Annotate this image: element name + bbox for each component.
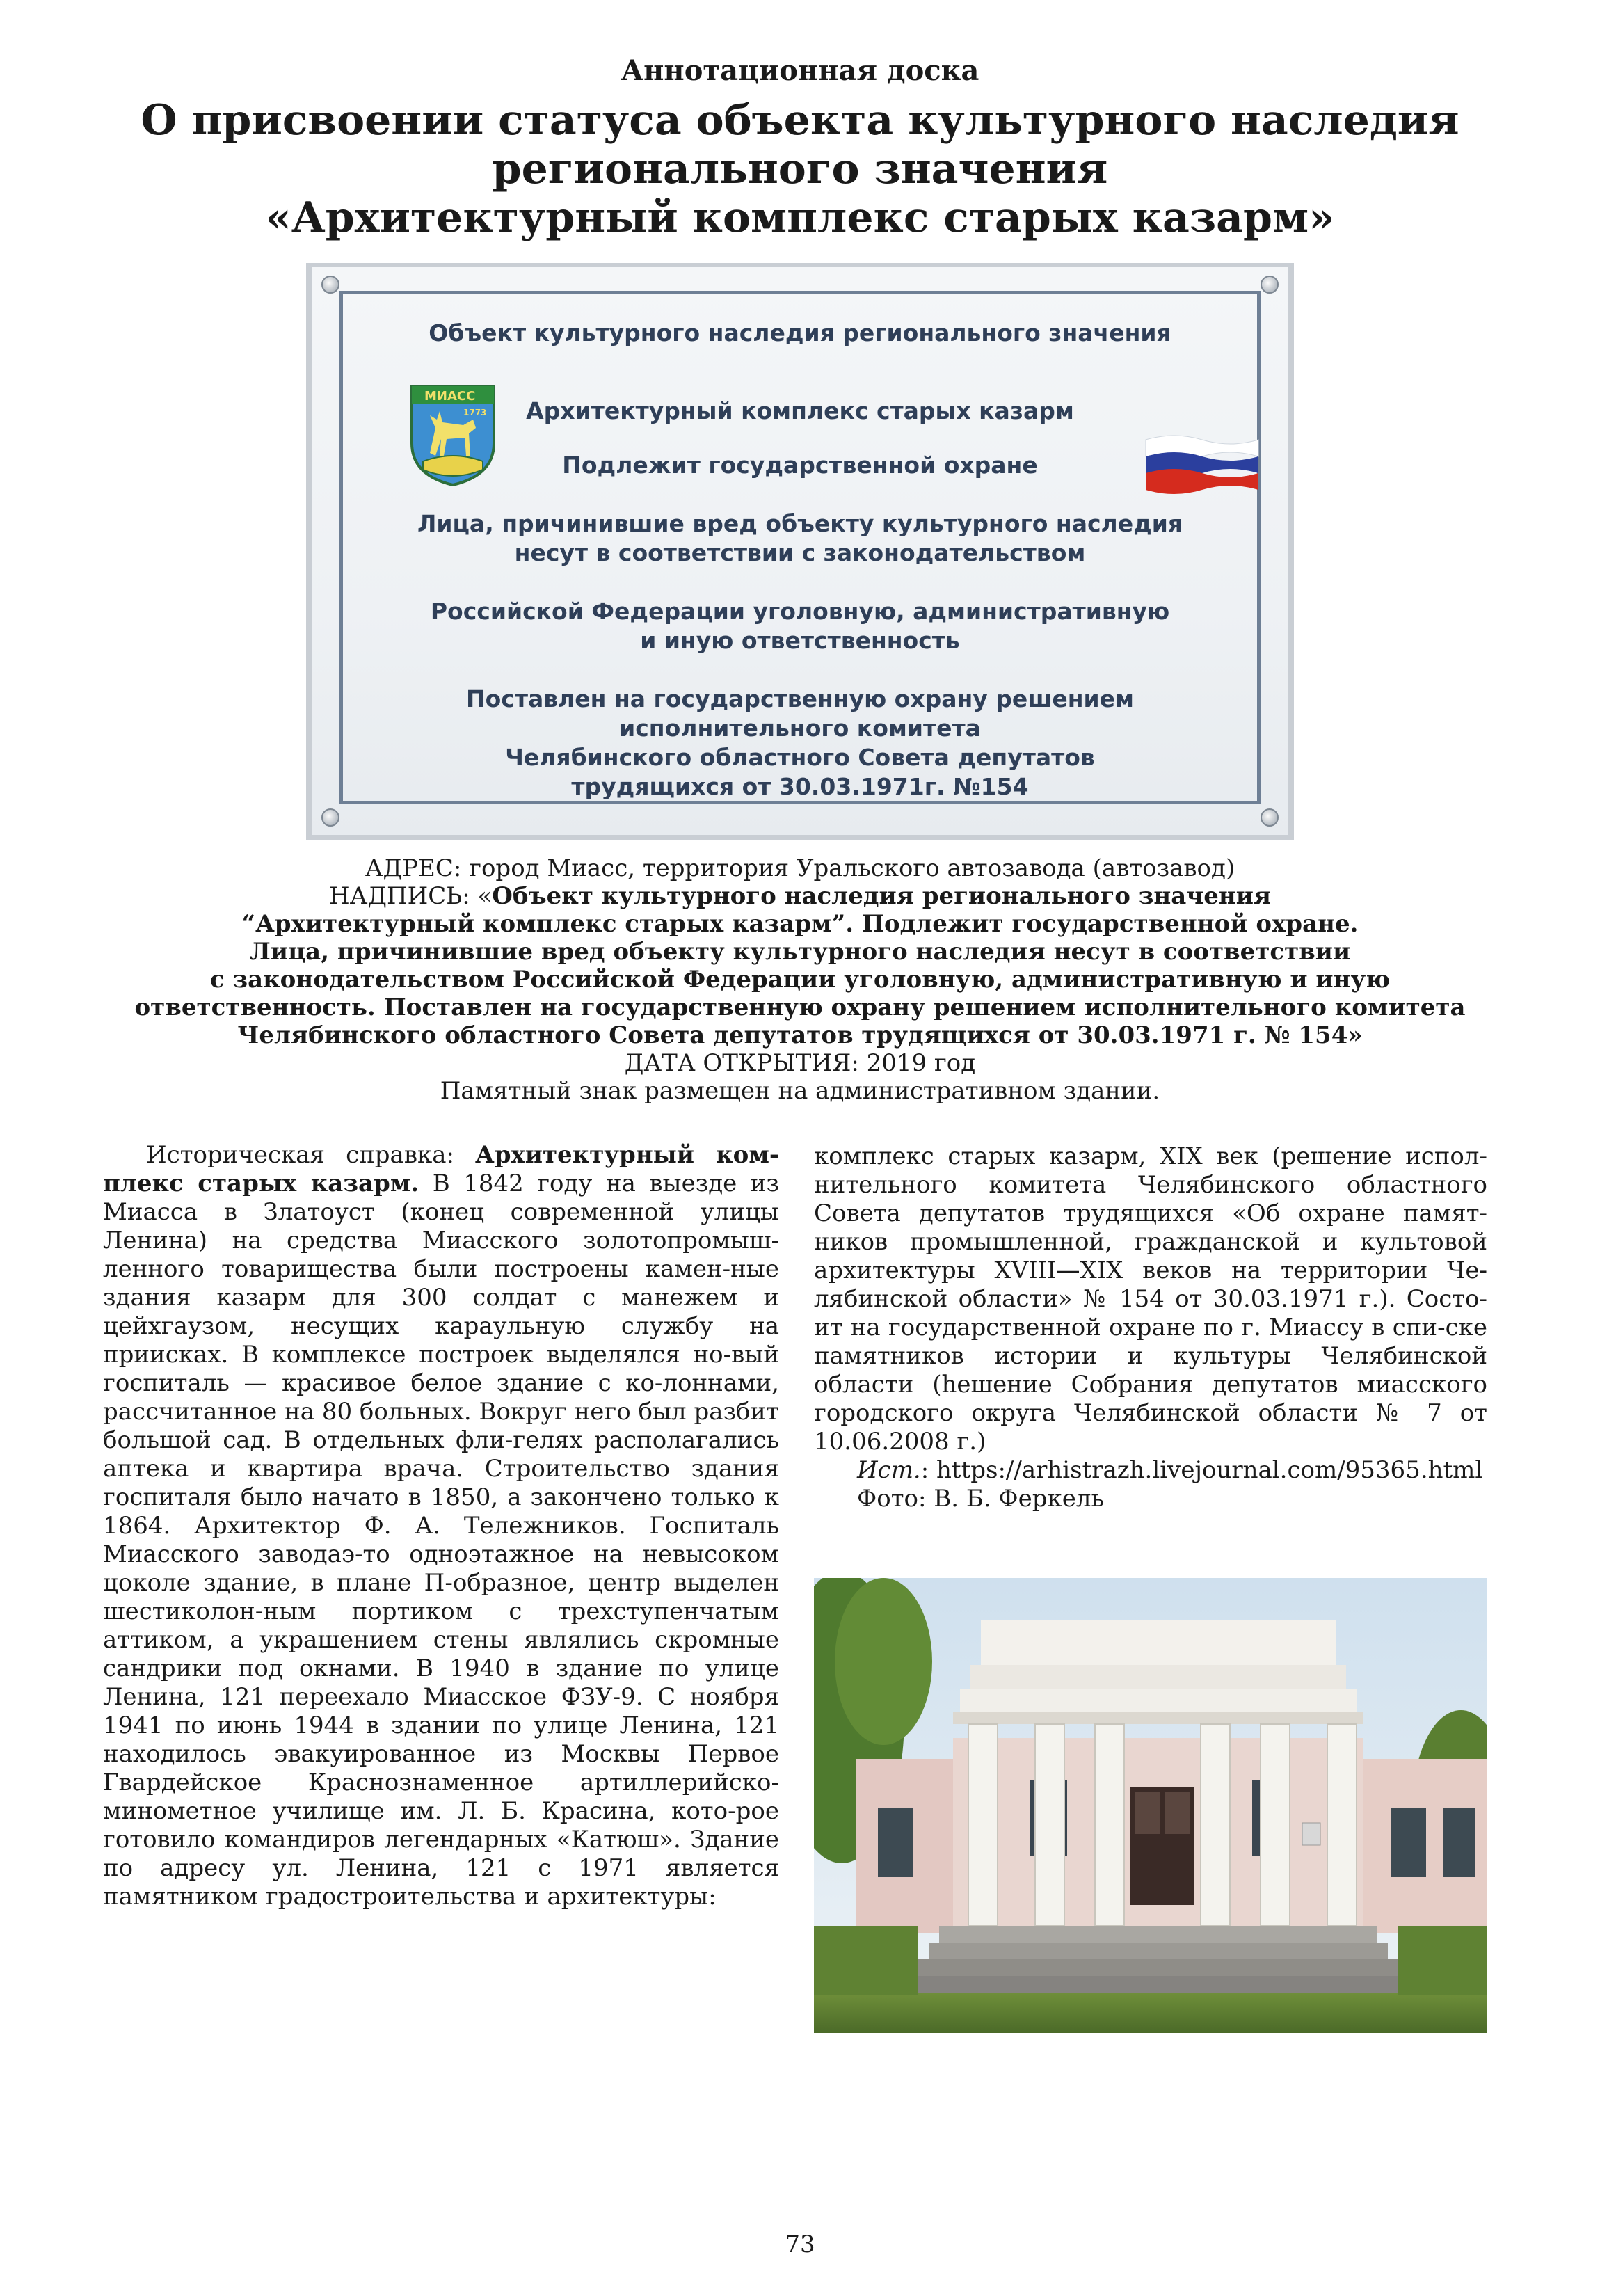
address-label: АДРЕС: xyxy=(365,854,462,882)
plaque-line: Российской Федерации уголовную, административную xyxy=(430,598,1170,625)
history-continuation: комплекс старых казарм, XIX век (решение испол-нительного комитета Челябинского областного Совета депутатов трудящихся «Об охране памят-ников промышленной, гражданской и культовой архитектуры XVIII—XIX веков на территории Че-лябинской области» № 154 от 30.03.1971 г.). Состо-ит на государственной охране по г. Миассу в спи-ске памятников истории и культуры Челябинской области (hешение Собрания депутатов миасского городского округа Челябинской области № 7 от 10.06.2008 г.) xyxy=(814,1142,1487,1456)
inscription-line xyxy=(70,938,1530,966)
screw-icon xyxy=(1261,276,1279,294)
opening-label: ДАТА ОТКРЫТИЯ: xyxy=(624,1049,859,1077)
plaque-line: Подлежит государственной охране xyxy=(562,452,1038,479)
title-line: «Архитектурный комплекс старых казарм» xyxy=(265,193,1335,242)
inscription-line xyxy=(70,1021,1530,1049)
history-text: В 1842 году на выезде из Миасса в Златоуст (конец современной улицы Ленина) на средства Миасского золотопромыш-ленного товарищества были построены камен-ные здания казарм для 300 солдат с манежем и цейхгаузом, несущих караульную службу на приисках. В комплексе построек выделялся но-вый госпиталь — красивое белое здание с ко-лоннами, рассчитанное на 80 больных. Вокруг него был разбит большой сад. В отдельных фли-гелях располагались аптека и квартира врача. Строительство здания госпиталя было начато в 1850, а закончено только к 1864. Архитектор Ф. А. Тележников. Госпиталь Миасского заводаэ-то одноэтажное на невысоком цоколе здание, в плане П-образное, центр выделен шестиколон-ным портиком с трехступенчатым аттиком, а украшением стены являлись скромные сандрики под окнами. В 1940 в здание по улице Ленина, 121 переехало Миасское ФЗУ-9. С ноября 1941 по июнь 1944 в здании по улице Ленина, 121 находилось эвакуированное из Москвы Первое Гвардейское Краснознаменное артиллерийско-минометное училище им. Л. Б. Красина, кото-рое готовило командиров легендарных «Катюш». Здание по адресу ул. Ленина, 121 с 1971 является памятником градостроительства и архитектуры: xyxy=(103,1170,780,1911)
history-paragraph xyxy=(103,1141,779,1911)
title-line: О присвоении статуса объекта культурного наследия xyxy=(141,96,1459,145)
plaque-line: и иную ответственность xyxy=(640,627,960,654)
title-line: регионального значения xyxy=(492,145,1108,193)
history-lead: Архитектурный ком-плекс старых казарм. xyxy=(103,1141,779,1197)
coat-year-text: 1773 xyxy=(463,408,487,417)
inscription-text: Объект культурного наследия регионального значения xyxy=(492,882,1272,910)
address-line xyxy=(70,854,1530,882)
plaque-line: Челябинского областного Совета депутатов xyxy=(505,744,1095,771)
source-link: : https://arhistrazh.livejournal.com/95365.html xyxy=(920,1456,1483,1484)
plaque-frame xyxy=(339,291,1261,804)
inscription-text: Челябинского областного Совета депутатов трудящихся от 30.03.1971 г. № 154» xyxy=(237,1021,1363,1049)
screw-icon xyxy=(1261,808,1279,827)
building-photo xyxy=(814,1578,1487,2033)
plaque-line: Лица, причинившие вред объекту культурного наследия xyxy=(417,510,1183,537)
inscription-line xyxy=(70,882,1530,910)
history-label: Историческая справка: xyxy=(146,1141,476,1169)
photo-credit: Фото: В. Б. Феркель xyxy=(857,1485,1105,1513)
plaque-line: Архитектурный комплекс старых казарм xyxy=(526,397,1074,424)
coat-city-text: МИАСС xyxy=(424,389,476,404)
inscription-text: “Архитектурный комплекс старых казарм”. Подлежит государственной охране. xyxy=(241,910,1359,938)
inscription-line xyxy=(70,994,1530,1021)
plaque-board xyxy=(312,267,1288,835)
body-right-column xyxy=(814,1142,1487,1513)
inscription-line xyxy=(70,966,1530,994)
opening-value: 2019 год xyxy=(858,1049,976,1077)
inscription-text: Лица, причинившие вред объекту культурного наследия несут в соответствии xyxy=(249,938,1351,966)
plaque-line: Объект культурного наследия регионального значения xyxy=(429,319,1171,346)
plaque-line: трудящихся от 30.03.1971г. №154 xyxy=(571,773,1029,800)
body-left-column xyxy=(103,1141,779,1911)
page-number: 73 xyxy=(785,2231,815,2258)
russian-flag-icon xyxy=(1143,430,1261,494)
screw-icon xyxy=(321,808,339,827)
address-value: город Миасс, территория Уральского автозавода (автозавод) xyxy=(461,854,1235,882)
coat-of-arms-icon xyxy=(409,383,497,486)
plaque-photo xyxy=(306,263,1294,840)
inscription-text: с законодательством Российской Федерации уголовную, административную и иную xyxy=(209,966,1391,994)
inscription-text: ответственность. Поставлен на государственную охрану решением исполнительного комитета xyxy=(134,994,1466,1021)
plaque-line: Поставлен на государственную охрану решением xyxy=(465,685,1135,712)
kicker: Аннотационная доска xyxy=(621,54,979,87)
screw-icon xyxy=(321,276,339,294)
opening-date-line xyxy=(70,1049,1530,1077)
plaque-line: несут в соответствии с законодательством xyxy=(514,539,1086,566)
inscription-label: НАДПИСЬ: « xyxy=(328,882,493,910)
source-line xyxy=(814,1456,1487,1485)
source-label: Ист. xyxy=(857,1456,921,1484)
inscription-line xyxy=(70,910,1530,938)
plaque-line: исполнительного комитета xyxy=(619,715,981,742)
location-note: Памятный знак размещен на административном здании. xyxy=(440,1077,1160,1105)
page-title xyxy=(104,96,1496,242)
